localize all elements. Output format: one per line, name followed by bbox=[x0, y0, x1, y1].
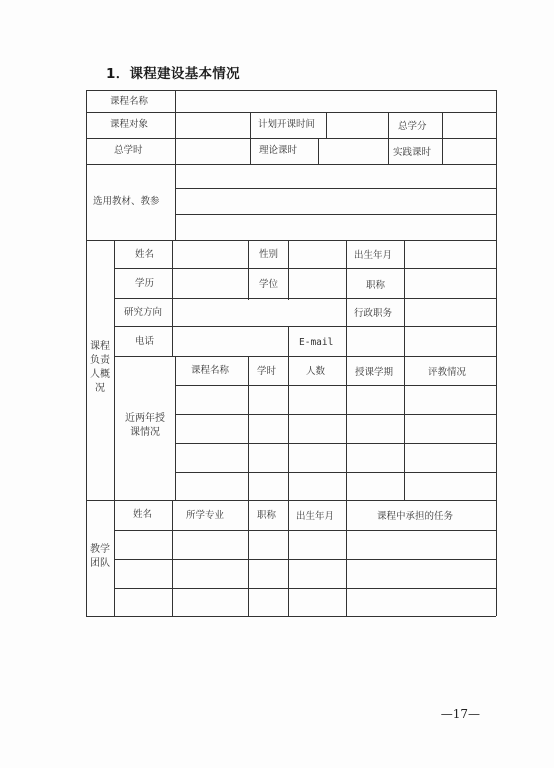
teaching-header-evaluation: 评教情况 bbox=[428, 367, 467, 378]
table-line bbox=[172, 240, 173, 356]
teaching-history-label: 近两年授课情况 bbox=[125, 413, 165, 438]
table-line bbox=[442, 112, 443, 164]
leader-research-label: 研究方向 bbox=[124, 307, 163, 318]
leader-phone-label: 电话 bbox=[135, 336, 155, 347]
table-line bbox=[326, 112, 327, 138]
table-line bbox=[346, 356, 347, 500]
table-line bbox=[288, 356, 289, 616]
table-line bbox=[248, 356, 249, 616]
table-line bbox=[175, 385, 496, 386]
table-line bbox=[175, 188, 496, 189]
table-line bbox=[86, 500, 496, 501]
table-line bbox=[86, 138, 496, 139]
team-header-name: 姓名 bbox=[133, 509, 153, 520]
team-header-major: 所学专业 bbox=[186, 510, 225, 521]
course-name-label: 课程名称 bbox=[110, 96, 149, 107]
course-target-label: 课程对象 bbox=[110, 119, 149, 130]
team-header-task: 课程中承担的任务 bbox=[377, 511, 454, 522]
table-line bbox=[175, 90, 176, 240]
table-line bbox=[86, 240, 496, 241]
table-line bbox=[248, 240, 249, 300]
table-line bbox=[404, 240, 405, 356]
table-line bbox=[318, 138, 319, 164]
table-line bbox=[175, 472, 496, 473]
table-line bbox=[288, 240, 289, 300]
table-line bbox=[250, 112, 251, 164]
table-line bbox=[175, 414, 496, 415]
table-line bbox=[175, 214, 496, 215]
table-line bbox=[86, 90, 496, 91]
table-line bbox=[346, 240, 347, 356]
table-line bbox=[288, 326, 289, 356]
teaching-header-course: 课程名称 bbox=[191, 365, 230, 376]
practice-hours-label: 实践课时 bbox=[393, 147, 432, 158]
table-line bbox=[114, 240, 115, 616]
team-header-title: 职称 bbox=[257, 510, 277, 521]
leader-admin-post-label: 行政职务 bbox=[354, 308, 393, 319]
page-number: —17— bbox=[440, 707, 480, 721]
teaching-header-semester: 授课学期 bbox=[355, 367, 394, 378]
leader-education-label: 学历 bbox=[135, 278, 155, 289]
leader-section-label: 课程负责人概况 bbox=[90, 341, 110, 394]
table-line bbox=[175, 443, 496, 444]
table-line bbox=[86, 112, 496, 113]
table-line bbox=[172, 500, 173, 616]
table-line bbox=[86, 164, 496, 165]
section-heading: 1．课程建设基本情况 bbox=[106, 66, 240, 82]
planned-time-label: 计划开课时间 bbox=[258, 119, 316, 130]
table-line bbox=[404, 356, 405, 500]
team-header-birth: 出生年月 bbox=[296, 511, 335, 522]
leader-title-label: 职称 bbox=[366, 280, 386, 291]
textbooks-label: 选用教材、教参 bbox=[93, 196, 160, 207]
table-line bbox=[388, 112, 389, 164]
leader-name-label: 姓名 bbox=[135, 249, 155, 260]
leader-degree-label: 学位 bbox=[259, 279, 279, 290]
table-line bbox=[175, 356, 176, 500]
theory-hours-label: 理论课时 bbox=[259, 145, 298, 156]
leader-email-label: E-mail bbox=[299, 337, 334, 348]
table-line bbox=[346, 500, 347, 616]
teaching-header-students: 人数 bbox=[306, 366, 326, 377]
total-credits-label: 总学分 bbox=[398, 121, 427, 132]
table-line bbox=[86, 616, 496, 617]
leader-gender-label: 性别 bbox=[259, 249, 279, 260]
team-section-label: 教学团队 bbox=[90, 544, 110, 569]
table-line bbox=[114, 356, 496, 357]
table-line bbox=[496, 90, 497, 616]
leader-birth-label: 出生年月 bbox=[354, 250, 393, 261]
total-hours-label: 总学时 bbox=[114, 145, 143, 156]
teaching-header-hours: 学时 bbox=[257, 366, 277, 377]
